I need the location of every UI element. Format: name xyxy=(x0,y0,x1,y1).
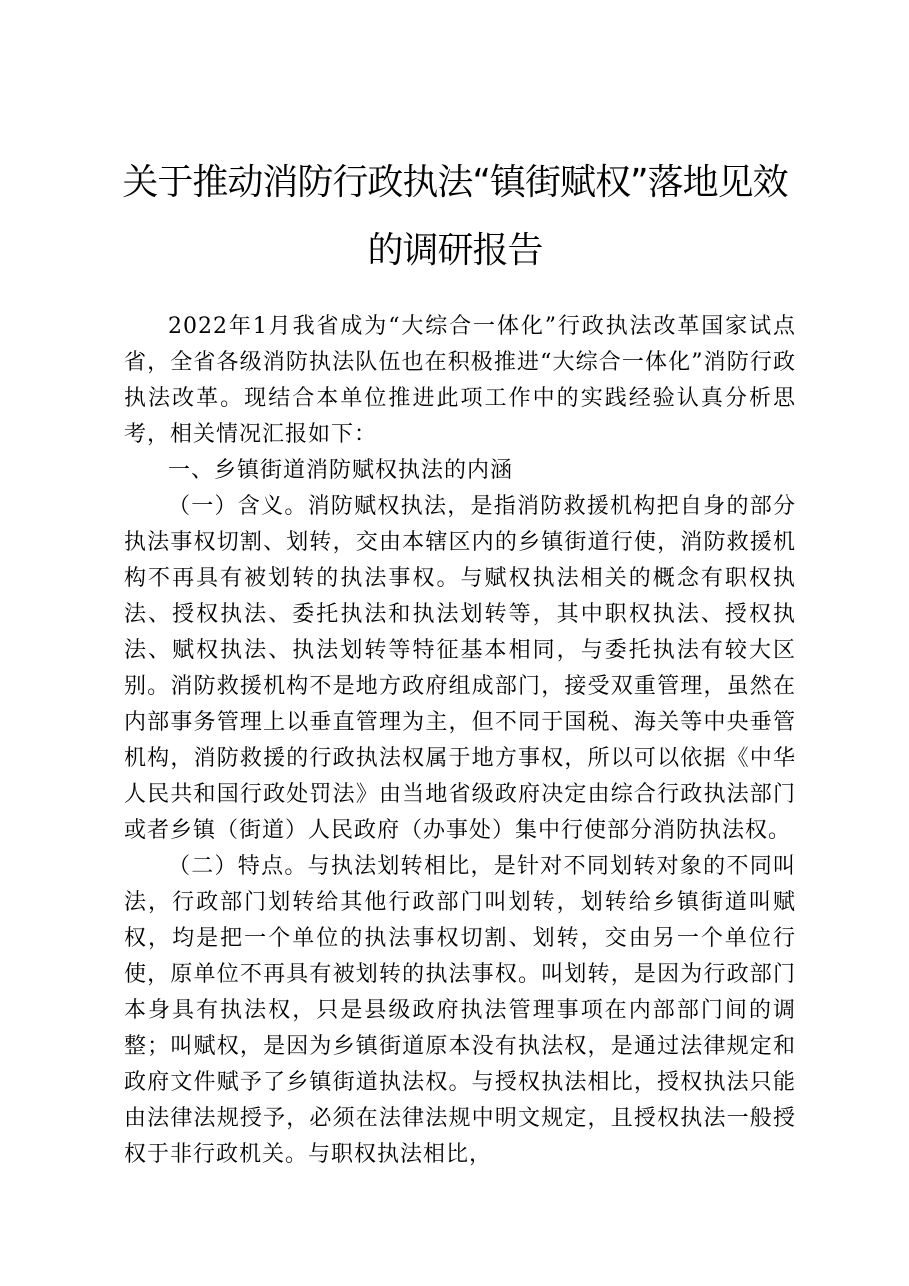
paragraph-features: （二）特点。与执法划转相比，是针对不同划转对象的不同叫法，行政部门划转给其他行政部门叫划转，划转给乡镇街道叫赋权，均是把一个单位的执法事权切割、划转，交由另一个单位行使，原单位不再具有被划转的执法事权。叫划转，是因为行政部门本身具有执法权，只是县级政府执法管理事项在内部部门间的调整；叫赋权，是因为乡镇街道原本没有执法权，是通过法律规定和政府文件赋予了乡镇街道执法权。与授权执法相比，授权执法只能由法律法规授予，必须在法律法规中明文规定，且授权执法一般授权于非行政机关。与职权执法相比， xyxy=(124,854,796,1167)
document-body xyxy=(124,309,796,1173)
document-title-line-2: 的调研报告 xyxy=(367,230,543,271)
section-heading-1: 一、乡镇街道消防赋权执法的内涵 xyxy=(168,458,514,483)
paragraph-meaning: （一）含义。消防赋权执法，是指消防救援机构把自身的部分执法事权切割、划转，交由本辖区内的乡镇街道行使，消防救援机构不再具有被划转的执法事权。与赋权执法相关的概念有职权执法、授权执法、委托执法和执法划转等，其中职权执法、授权执法、赋权执法、执法划转等特征基本相同，与委托执法有较大区别。消防救援机构不是地方政府组成部门，接受双重管理，虽然在内部事务管理上以垂直管理为主，但不同于国税、海关等中央垂管机构，消防救援的行政执法权属于地方事权，所以可以依据《中华人民共和国行政处罚法》由当地省级政府决定由综合行政执法部门或者乡镇（街道）人民政府（办事处）集中行使部分消防执法权。 xyxy=(124,494,796,843)
intro-paragraph: 2022年1月我省成为“大综合一体化”行政执法改革国家试点省，全省各级消防执法队伍也在积极推进“大综合一体化”消防行政执法改革。现结合本单位推进此项工作中的实践经验认真分析思考，相关情况汇报如下： xyxy=(124,314,796,447)
document-title-line-1: 关于推动消防行政执法“镇街赋权”落地见效 xyxy=(122,162,788,203)
